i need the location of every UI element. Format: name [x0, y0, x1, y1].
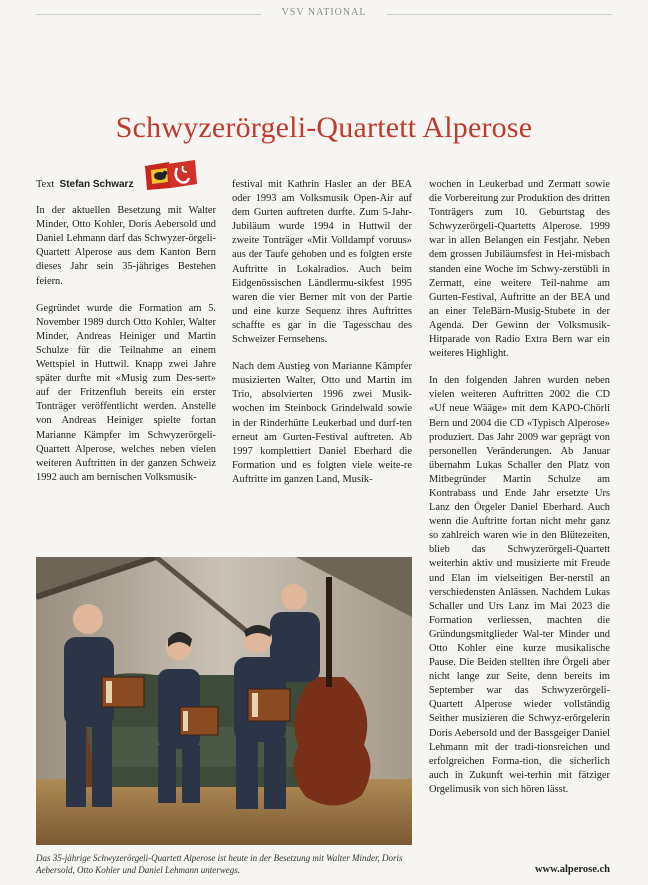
website-link[interactable]: www.alperose.ch — [534, 864, 610, 875]
paragraph: festival mit Kathrin Hasler an der BEA oder 1993 am Volksmusik Open-Air auf dem Gurten auftreten durfte. Zum 5-Jahr-Jubiläum wurde 1994 in Huttwil der zweite Tonträger «Mit Volldampf voruus» aus der Taufe gehoben und es folgten erste Auftritte in Lokalradios. Auch beim Eidgenössischen Ländlermu-sikfest 1995 waren die vier Berner mit von der Partie und eine kurze Sequenz ihres Auftrittes schaffte es gar in die Tagesschau des Schweizer Fernsehens. — [232, 179, 412, 346]
paragraph: wochen in Leukerbad und Zermatt sowie die Vorbereitung zur Produktion des dritten Tonträgers zum 10. Geburtstag des Schwyzerörgeli-Quartetts Alperose. 1999 war in allen Belangen ein Festjahr. Neben dem grossen Jubiläumsfest in Hei-misbach standen eine Woche im Schwy-zerstübli in Zermatt, eine weitere Teil-nahme am Gurten-Festival, Auftritte an der BEA und an einer TeleBärn-Musig-Stubete in der Agenda. Der Gewinn der Volksmusik-Hitparade von Radio Extra Bern war ein weiteres Highlight. — [429, 179, 610, 360]
byline — [36, 178, 216, 192]
article-title: Schwyzerörgeli-Quartett Alperose — [115, 111, 533, 144]
paragraph: In der aktuellen Besetzung mit Walter Minder, Otto Kohler, Doris Aebersold und Daniel Lehmann darf das Schwyzer-örgeli-Quartett Alperose aus dem Kanton Bern dieses Jahr sein 35-jähriges Bestehen feiern. — [36, 205, 216, 287]
byline-label: Text — [36, 179, 55, 190]
paragraph: In den folgenden Jahren wurden neben vielen weiteren Auftritten 2002 die CD «Uf neue Wääge» mit dem KAPO-Chörli Bern und 2004 die CD «Typisch Alperose» produziert. Das Jahr 2009 war geprägt von personellen Veränderungen. Ab Januar übernahm Lukas Schaller den Platz von Mitbegründer Martin Schulze am Kontrabass und Ende Jahr ersetzte Urs Lanz den Örgeler Daniel Eberhard. Auch wenn die Auftritte fortan nicht mehr ganz so zahlreich waren wie in den Blütezeiten, blieb das Schwyzerörgeli-Quartett weiterhin aktiv und musizierte mit Freude und Elan im vielseitigen Ber-nerstil an verschiedensten Anlässen. Nachdem Lukas Schaller und Urs Lanz im Mai 2023 die Formation verliessen, machten die Gründungsmitglieder Wal-ter Minder und Otto Kohler eine kurze musikalische Pause. Die Beiden stellten ihre Örgeli aber nicht lange zur Seite, denn bereits im September war das Schwyzerörgeli-Quartett Alperose wieder vollständig Seither musizieren die Schwyz-erörgelerin Doris Aebersold und der Bassgeiger Daniel Lehmann mit der tradi-tionsreichen und erfolgreichen Forma-tion, die sicherlich auch in Zukunft wei-terhin mit fätziger Orgelimusik von sich hören lässt. — [429, 375, 610, 795]
author-name: Stefan Schwarz — [59, 179, 134, 190]
article-column-1 — [36, 178, 216, 498]
paragraph: Gegründet wurde die Formation am 5. November 1989 durch Otto Kohler, Walter Minder, Andreas Heiniger und Martin Schulze für die Teilnahme an einem Wettspiel in Huttwil. Knapp zwei Jahre später durfte mit «Musig zum Des-sert» auf der Fritzenfluh bereits ein erster Tonträger veröffentlicht werden. Anstelle von Andreas Heiniger spielte fortan Marianne Kämpfer im Schwyzerörgeli-Quartett Alperose, welches neben vielen weiteren Auftritten in der ganzen Schweiz 1992 auch am bernischen Volksmusik- — [36, 302, 216, 483]
header-rule-right — [387, 14, 612, 15]
running-head: VSV NATIONAL — [281, 7, 367, 18]
article-column-3 — [429, 178, 610, 810]
group-photo — [36, 557, 412, 845]
paragraph: Nach dem Austieg von Marianne Kämpfer musizierten Walter, Otto und Martin im Trio, absolvierten 1996 zwei Musik-wochen im Steinbock Grindelwald sowie in der Rinderhütte Leukerbad und durf-ten erneut am Gurten-Festival auftreten. Ab 1997 komplettiert Daniel Eberhard die Formation und es folgten viele weite-re Auftritte im ganzen Land, Musik- — [232, 361, 412, 485]
article-column-2 — [232, 178, 412, 500]
photo-caption: Das 35-jährige Schwyzerörgeli-Quartett Alperose ist heute in der Besetzung mit Walter Minder, Doris Aebersold, Otto Kohler und Daniel Lehmann unterwegs. — [36, 853, 403, 875]
